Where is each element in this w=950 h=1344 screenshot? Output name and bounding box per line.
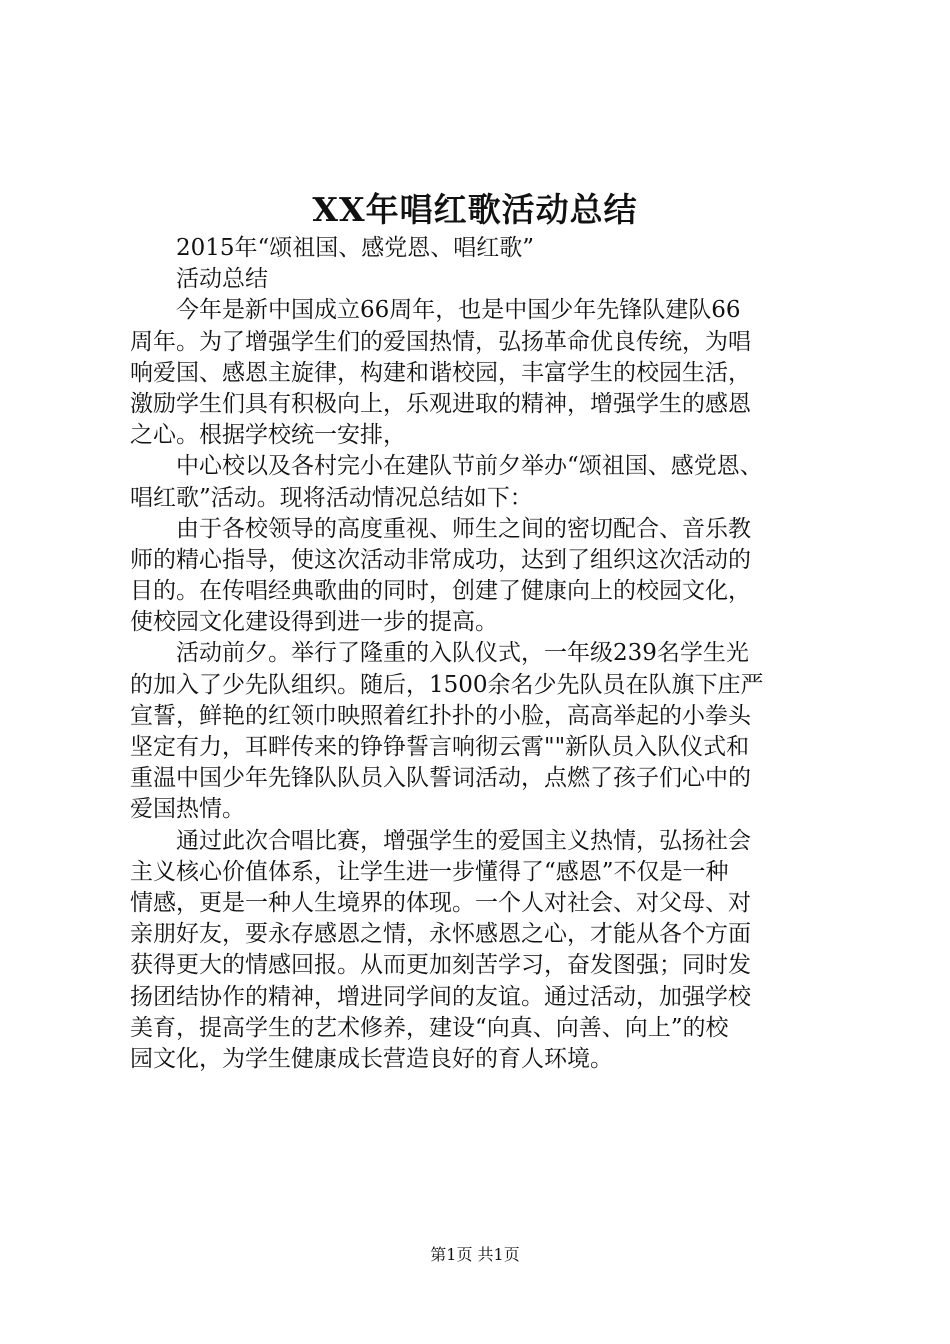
text-line: 扬团结协作的精神，增进同学间的友谊。通过活动，加强学校 xyxy=(130,983,751,1010)
text-line: 之心。根据学校统一安排， xyxy=(130,422,406,449)
text-line: 情感，更是一种人生境界的体现。一个人对社会、对父母、对 xyxy=(130,889,751,916)
text-line: 活动总结 xyxy=(176,266,268,293)
text-line: 2015年“颂祖国、感党恩、唱红歌” xyxy=(176,235,535,261)
text-line: 周年。为了增强学生们的爱国热情，弘扬革命优良传统，为唱 xyxy=(130,328,751,355)
document-title: XX年唱红歌活动总结 xyxy=(312,190,638,229)
text-line: 美育，提高学生的艺术修养，建设“向真、向善、向上”的校 xyxy=(130,1014,729,1041)
text-line: 目的。在传唱经典歌曲的同时，创建了健康向上的校园文化， xyxy=(130,578,751,605)
text-line: 由于各校领导的高度重视、师生之间的密切配合、音乐教 xyxy=(176,515,751,542)
text-line: 宣誓，鲜艳的红领巾映照着红扑扑的小脸，高高举起的小拳头 xyxy=(130,702,751,729)
text-line: 园文化，为学生健康成长营造良好的育人环境。 xyxy=(130,1045,613,1072)
text-line: 坚定有力，耳畔传来的铮铮誓言响彻云霄""新队员入队仪式和 xyxy=(130,734,750,760)
text-line: 爱国热情。 xyxy=(130,796,245,823)
text-line: 活动前夕。举行了隆重的入队仪式，一年级239名学生光 xyxy=(176,640,749,667)
text-line: 激励学生们具有积极向上，乐观进取的精神，增强学生的感恩 xyxy=(130,390,751,417)
text-line: 亲朋好友，要永存感恩之情，永怀感恩之心，才能从各个方面 xyxy=(130,921,751,948)
text-line: 主义核心价值体系，让学生进一步懂得了“感恩”不仅是一种 xyxy=(130,858,729,885)
text-line: 中心校以及各村完小在建队节前夕举办“颂祖国、感党恩、 xyxy=(176,453,763,480)
text-line: 的加入了少先队组织。随后，1500余名少先队员在队旗下庄严 xyxy=(130,671,764,698)
text-line: 重温中国少年先锋队队员入队誓词活动，点燃了孩子们心中的 xyxy=(130,765,751,792)
text-line: 获得更大的情感回报。从而更加刻苦学习，奋发图强；同时发 xyxy=(130,952,751,979)
text-line: 师的精心指导，使这次活动非常成功，达到了组织这次活动的 xyxy=(130,546,751,573)
text-line: 通过此次合唱比赛，增强学生的爱国主义热情，弘扬社会 xyxy=(176,827,751,854)
text-line: 唱红歌”活动。现将活动情况总结如下： xyxy=(130,484,533,511)
text-line: 响爱国、感恩主旋律，构建和谐校园，丰富学生的校园生活， xyxy=(130,359,751,386)
text-line: 使校园文化建设得到进一步的提高。 xyxy=(130,609,498,636)
document-body xyxy=(130,233,830,1075)
page-footer: 第1页 共1页 xyxy=(430,1245,520,1264)
text-line: 今年是新中国成立66周年，也是中国少年先锋队建队66 xyxy=(176,297,741,324)
